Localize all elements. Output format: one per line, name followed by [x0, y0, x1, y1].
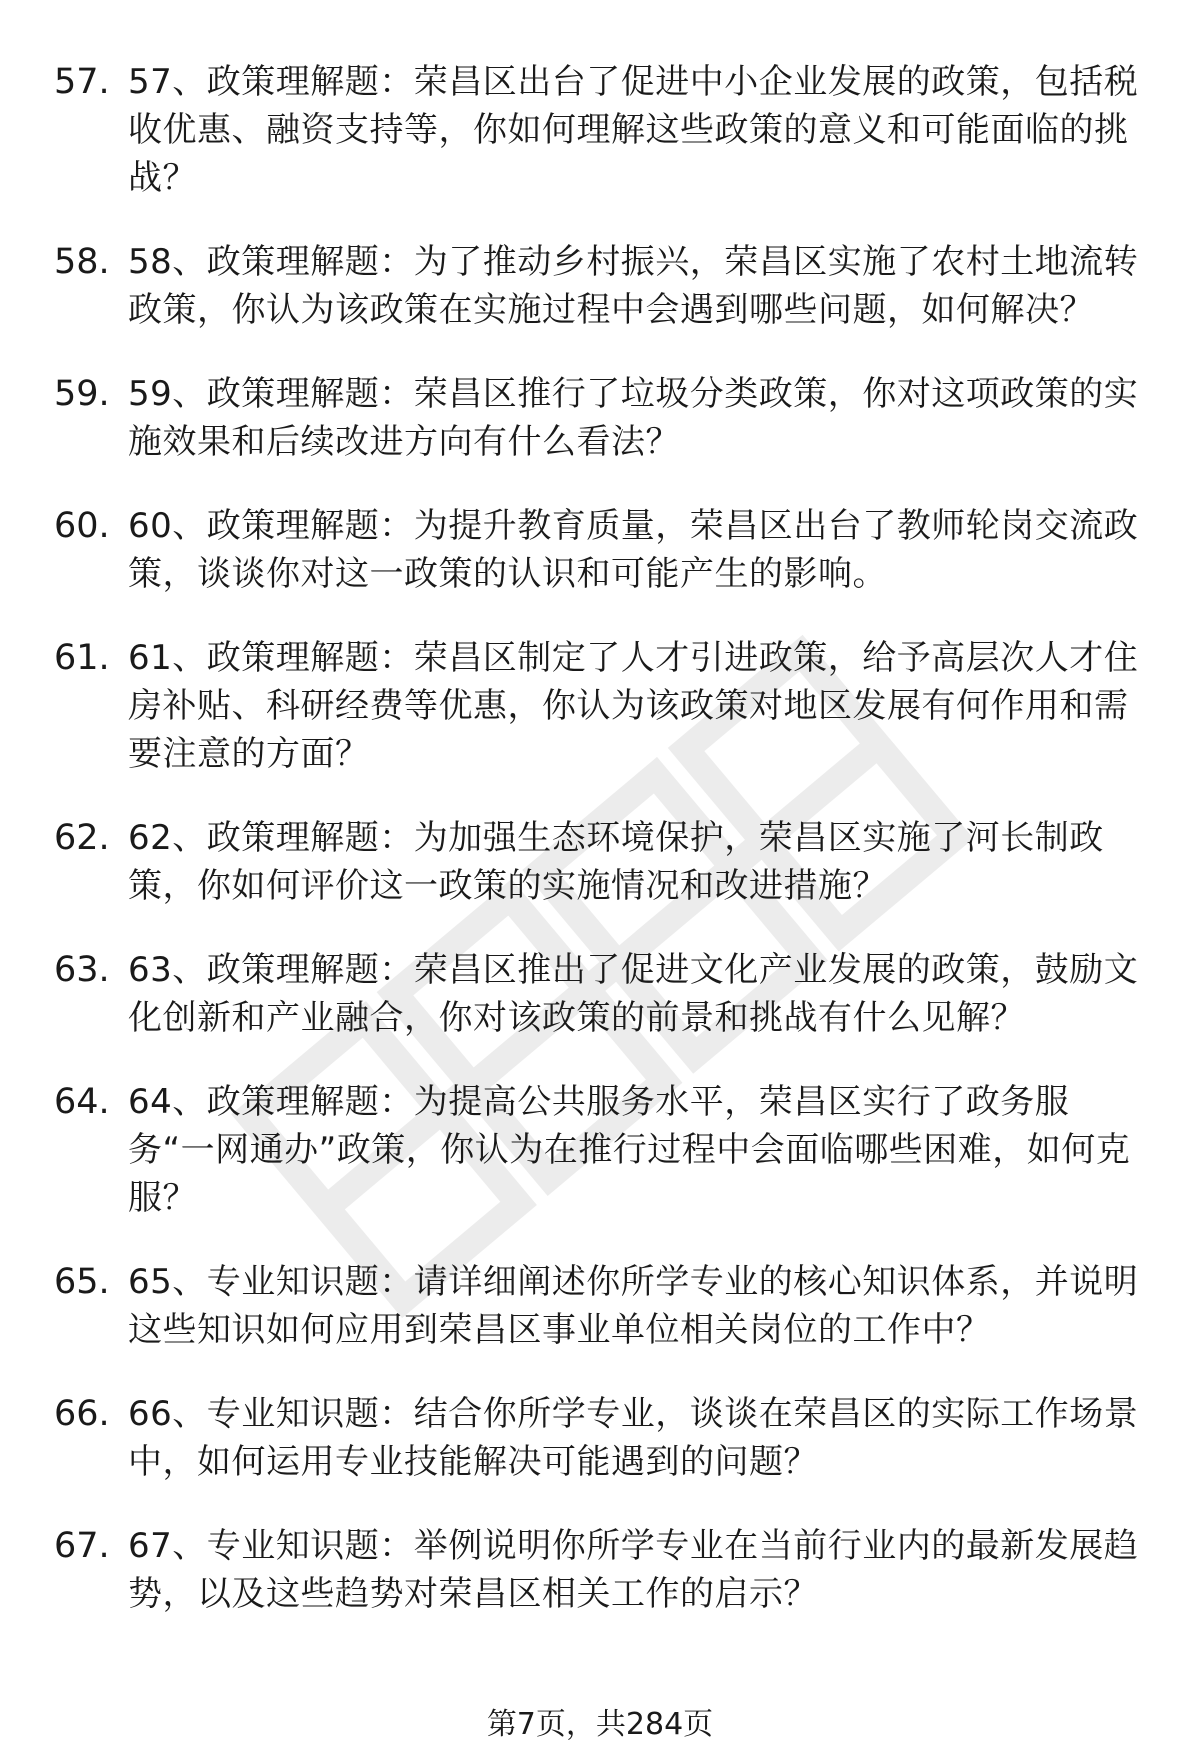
list-item: [54, 1390, 1154, 1486]
question-number: 58.: [54, 242, 110, 282]
list-item: [54, 1258, 1154, 1354]
question-number: 65.: [54, 1262, 110, 1302]
question-text: 57、政策理解题：荣昌区出台了促进中小企业发展的政策，包括税收优惠、融资支持等，你如何理解这些政策的意义和可能面临的挑战？: [128, 62, 1139, 198]
list-item: [54, 946, 1154, 1042]
list-item: [54, 1078, 1154, 1222]
question-text: 65、专业知识题：请详细阐述你所学专业的核心知识体系，并说明这些知识如何应用到荣昌区事业单位相关岗位的工作中？: [128, 1262, 1139, 1350]
question-text: 64、政策理解题：为提高公共服务水平，荣昌区实行了政务服务“一网通办”政策，你认为在推行过程中会面临哪些困难，如何克服？: [128, 1082, 1131, 1218]
question-text: 66、专业知识题：结合你所学专业，谈谈在荣昌区的实际工作场景中，如何运用专业技能解决可能遇到的问题？: [128, 1394, 1139, 1482]
question-text: 61、政策理解题：荣昌区制定了人才引进政策，给予高层次人才住房补贴、科研经费等优惠，你认为该政策对地区发展有何作用和需要注意的方面？: [128, 638, 1139, 774]
question-number: 61.: [54, 638, 110, 678]
list-item: [54, 238, 1154, 334]
question-text: 67、专业知识题：举例说明你所学专业在当前行业内的最新发展趋势，以及这些趋势对荣昌区相关工作的启示？: [128, 1526, 1139, 1614]
list-item: [54, 370, 1154, 466]
question-text: 60、政策理解题：为提升教育质量，荣昌区出台了教师轮岗交流政策，谈谈你对这一政策的认识和可能产生的影响。: [128, 506, 1139, 594]
question-text: 59、政策理解题：荣昌区推行了垃圾分类政策，你对这项政策的实施效果和后续改进方向有什么看法？: [128, 374, 1139, 462]
list-item: [54, 1522, 1154, 1618]
question-text: 58、政策理解题：为了推动乡村振兴，荣昌区实施了农村土地流转政策，你认为该政策在实施过程中会遇到哪些问题，如何解决？: [128, 242, 1139, 330]
question-text: 62、政策理解题：为加强生态环境保护，荣昌区实施了河长制政策，你如何评价这一政策的实施情况和改进措施？: [128, 818, 1104, 906]
list-item: [54, 634, 1154, 778]
list-item: [54, 814, 1154, 910]
question-number: 57.: [54, 62, 110, 102]
question-number: 63.: [54, 950, 110, 990]
question-number: 66.: [54, 1394, 110, 1434]
question-number: 59.: [54, 374, 110, 414]
list-item: [54, 502, 1154, 598]
question-number: 64.: [54, 1082, 110, 1122]
question-number: 60.: [54, 506, 110, 546]
question-list: [54, 58, 1154, 1654]
question-text: 63、政策理解题：荣昌区推出了促进文化产业发展的政策，鼓励文化创新和产业融合，你对该政策的前景和挑战有什么见解？: [128, 950, 1139, 1038]
list-item: [54, 58, 1154, 202]
question-number: 67.: [54, 1526, 110, 1566]
page-number-footer: 第7页，共284页: [486, 1707, 714, 1742]
question-number: 62.: [54, 818, 110, 858]
